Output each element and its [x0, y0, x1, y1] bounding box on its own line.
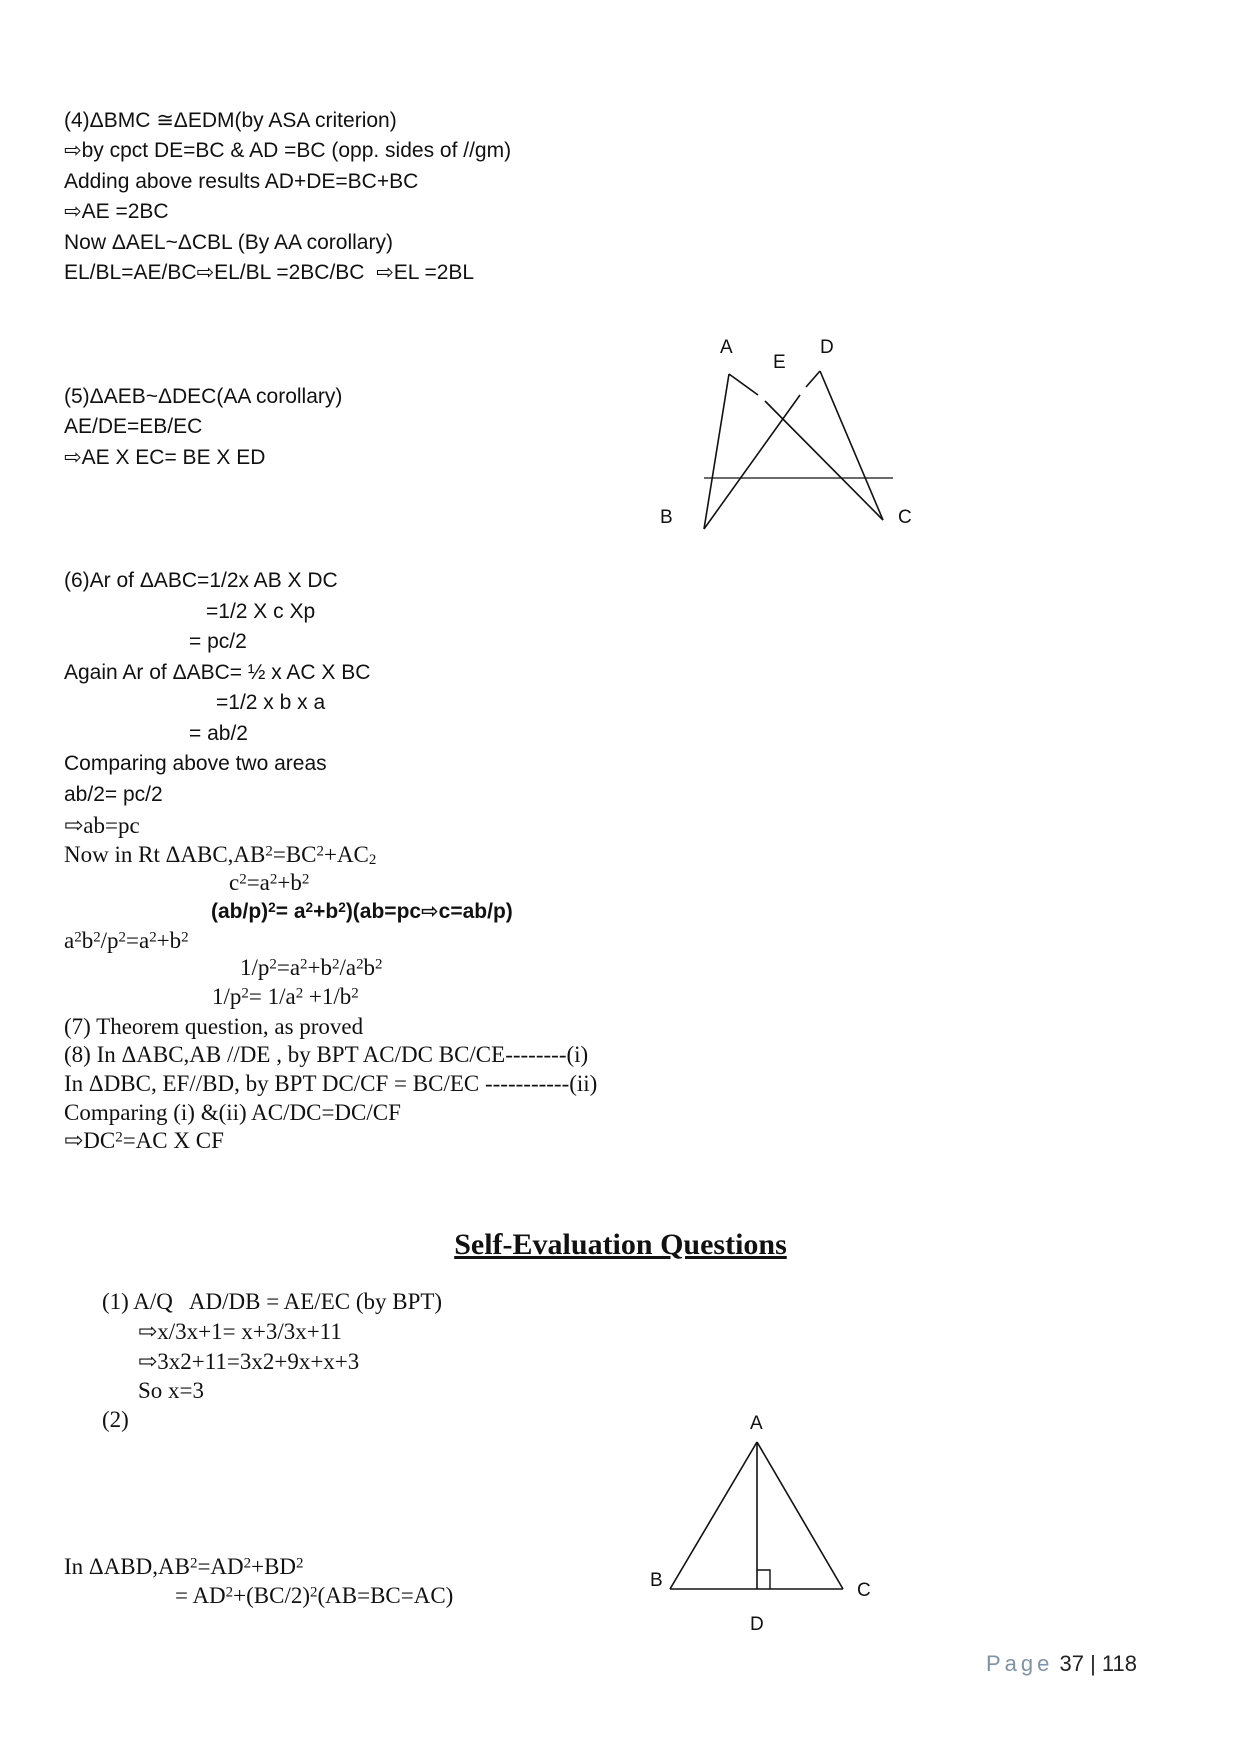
sec6-line-13: $a^2b^2/p^2=a^2+b^2$ [64, 928, 189, 953]
sec6-line-9: ⇨ab=pc [64, 813, 140, 838]
sec4-line-2: ⇨by cpct DE=BC & AD =BC (opp. sides of //gm) [64, 139, 512, 162]
side-AB [670, 1442, 757, 1589]
label-C: C [898, 507, 912, 528]
sec6-line-11: $c^2=a^2+b^2$ [229, 870, 310, 895]
label-A: A [750, 1413, 763, 1434]
right-angle-mark [757, 1570, 770, 1589]
label-D: D [820, 337, 834, 358]
line-BE [704, 395, 800, 529]
figure-equilateral-triangle [640, 1400, 890, 1640]
self-evaluation-heading: Self-Evaluation Questions [454, 1228, 787, 1261]
sec8-line-2: In ΔDBC, EF//BD, by BPT DC/CF = BC/EC -----------(ii) [64, 1071, 598, 1096]
sec6-line-15: $1/p^2= 1/a^2 +1/b^2$ [212, 984, 359, 1009]
sec4-line-6: EL/BL=AE/BC⇨EL/BL =2BC/BC ⇨EL =2BL [64, 261, 475, 284]
q1-line-2: ⇨x/3x+1= x+3/3x+11 [138, 1319, 342, 1344]
q2-line-1: In $\Delta ABD,AB^2=AD^2+BD^2$ [64, 1554, 304, 1579]
q1-line-1: (1) A/Q AD/DB = AE/EC (by BPT) [102, 1289, 443, 1314]
sec6-line-2: =1/2 X c Xp [206, 600, 316, 623]
sec6-line-10: Now in Rt $\Delta ABC,AB^2=BC^2+AC_2$ [64, 842, 377, 869]
figure-crossed-triangles [640, 325, 920, 530]
label-D: D [750, 1614, 764, 1635]
sec4-line-5: Now ΔAEL~ΔCBL (By AA corollary) [64, 231, 393, 254]
sec4-line-1: (4)ΔBMC ≅ΔEDM(by ASA criterion) [64, 109, 397, 132]
sec6-line-8: ab/2= pc/2 [64, 783, 163, 806]
sec6-line-14: $1/p^2=a^2+b^2/a^2b^2$ [240, 955, 383, 980]
label-B: B [660, 507, 673, 528]
line-AE [729, 374, 758, 395]
sec4-line-3: Adding above results AD+DE=BC+BC [64, 170, 419, 193]
sec6-line-12: $(ab/p)^2=$ $a^2+b^2)(ab=pc⇨c=ab/p)$ [211, 899, 513, 923]
sec6-line-7: Comparing above two areas [64, 752, 327, 775]
line-DC [820, 371, 883, 520]
sec8-line-1: (8) In ΔABC,AB //DE , by BPT AC/DC BC/CE--------(i) [64, 1042, 589, 1067]
sec5-line-2: AE/DE=EB/EC [64, 415, 203, 438]
label-E: E [773, 352, 786, 373]
sec8-line-4: $⇨DC^2=AC$ X CF [64, 1128, 224, 1153]
q1-line-3: ⇨3x2+11=3x2+9x+x+3 [138, 1349, 360, 1374]
page-number: 37 | 118 [1059, 1651, 1137, 1676]
sec6-line-4: Again Ar of ΔABC= ½ x AC X BC [64, 661, 371, 684]
sec5-line-3: ⇨AE X EC= BE X ED [64, 446, 266, 469]
line-ED [806, 371, 820, 387]
sec6-line-1: (6)Ar of ΔABC=1/2x AB X DC [64, 569, 338, 592]
sec7-line-1: (7) Theorem question, as proved [64, 1014, 364, 1039]
line-AB [704, 374, 729, 529]
sec5-line-1: (5)ΔAEB~ΔDEC(AA corollary) [64, 385, 343, 408]
label-B: B [650, 1570, 663, 1591]
sec8-line-3: Comparing (i) &(ii) AC/DC=DC/CF [64, 1100, 401, 1125]
sec6-line-3: = pc/2 [189, 630, 247, 653]
label-C: C [857, 1580, 871, 1601]
q2-label: (2) [102, 1407, 129, 1432]
page-word: Page [986, 1651, 1054, 1676]
sec6-line-5: =1/2 x b x a [216, 691, 326, 714]
q2-line-2: = $AD^2+(BC/2)^2(AB=BC=AC)$ [175, 1583, 454, 1608]
sec6-line-6: = ab/2 [189, 722, 248, 745]
side-AC [757, 1442, 843, 1589]
label-A: A [720, 337, 733, 358]
page-footer [986, 1651, 1137, 1677]
q1-line-4: So x=3 [138, 1378, 205, 1403]
sec4-line-4: ⇨AE =2BC [64, 200, 169, 223]
